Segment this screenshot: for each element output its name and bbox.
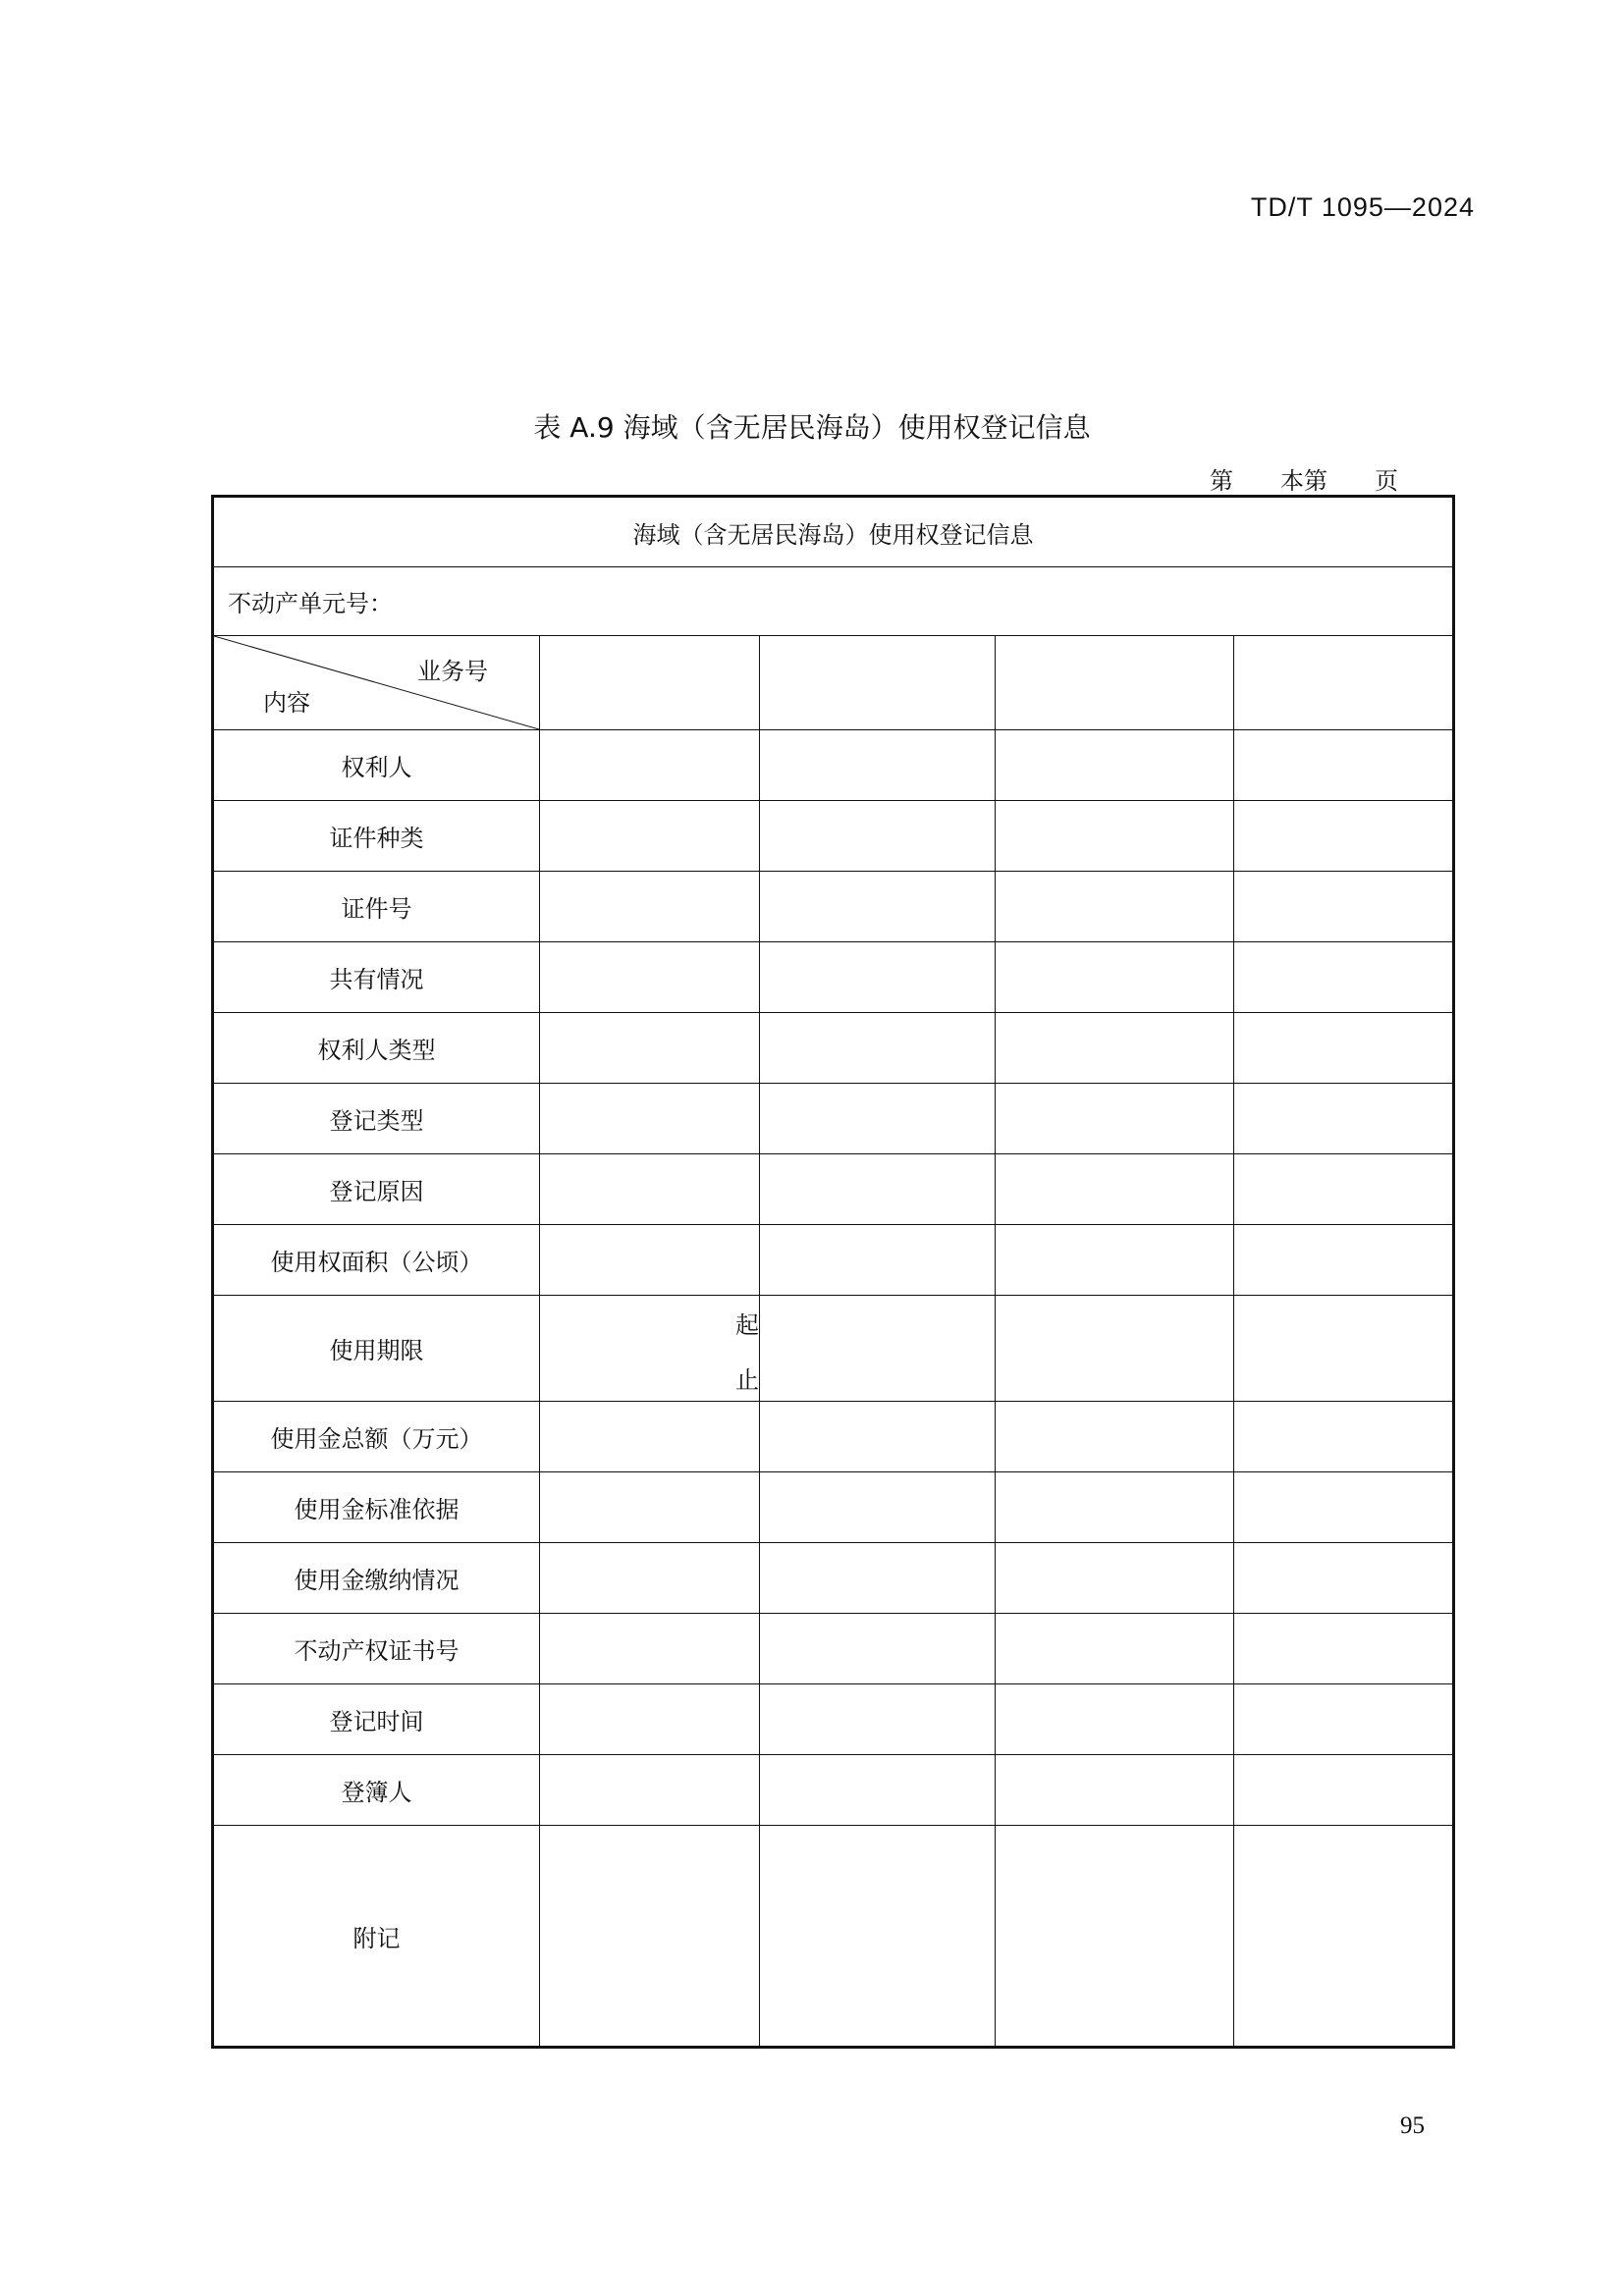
row-label-registration-reason: 登记原因	[213, 1154, 540, 1225]
table-banner: 海域（含无居民海岛）使用权登记信息	[213, 497, 1454, 567]
document-code: TD/T 1095—2024	[1250, 192, 1475, 222]
row-label-fee-total: 使用金总额（万元）	[213, 1402, 540, 1472]
table-cell	[760, 1154, 996, 1225]
table-cell	[1234, 801, 1454, 872]
table-cell	[1234, 1402, 1454, 1472]
table-cell	[996, 1013, 1234, 1084]
table-cell	[1234, 1296, 1454, 1402]
row-label-holder-type: 权利人类型	[213, 1013, 540, 1084]
page-marker-ben: 本	[1280, 467, 1304, 495]
row-label-id-number: 证件号	[213, 872, 540, 942]
table-cell	[540, 1402, 760, 1472]
table-cell	[760, 872, 996, 942]
table-cell	[1234, 1543, 1454, 1614]
table-cell	[996, 1225, 1234, 1296]
table-cell	[1234, 1826, 1454, 2048]
table-cell	[540, 1013, 760, 1084]
table-cell	[760, 1225, 996, 1296]
row-label-notes: 附记	[213, 1826, 540, 2048]
table-cell	[996, 1154, 1234, 1225]
table-cell	[540, 801, 760, 872]
table-cell	[996, 942, 1234, 1013]
table-cell	[540, 1472, 760, 1543]
table-cell	[996, 1684, 1234, 1755]
table-cell	[760, 1472, 996, 1543]
table-cell	[996, 801, 1234, 872]
table-cell	[1234, 1225, 1454, 1296]
table-cell	[540, 872, 760, 942]
table-cell	[996, 872, 1234, 942]
table-cell	[540, 1755, 760, 1826]
table-title: 表 A.9 海域（含无居民海岛）使用权登记信息	[533, 411, 1091, 444]
table-cell	[760, 1543, 996, 1614]
table-cell	[996, 1826, 1234, 2048]
table-cell	[540, 1684, 760, 1755]
business-no-cell-3	[996, 636, 1234, 730]
table-cell	[760, 1755, 996, 1826]
table-cell	[760, 1296, 996, 1402]
table-cell	[540, 730, 760, 801]
table-cell	[760, 1826, 996, 2048]
table-cell	[996, 1472, 1234, 1543]
row-label-use-term: 使用期限	[213, 1296, 540, 1402]
business-no-cell-4	[1234, 636, 1454, 730]
table-cell	[1234, 1013, 1454, 1084]
table-cell	[1234, 730, 1454, 801]
table-cell	[760, 730, 996, 801]
page-marker-ye: 页	[1375, 467, 1398, 495]
table-cell	[996, 1084, 1234, 1154]
row-label-registration-time: 登记时间	[213, 1684, 540, 1755]
table-cell	[760, 1684, 996, 1755]
row-label-registration-type: 登记类型	[213, 1084, 540, 1154]
row-label-registrar: 登簿人	[213, 1755, 540, 1826]
table-cell	[540, 1826, 760, 2048]
table-cell	[1234, 1684, 1454, 1755]
row-label-co-ownership: 共有情况	[213, 942, 540, 1013]
row-label-fee-payment: 使用金缴纳情况	[213, 1543, 540, 1614]
table-cell	[1234, 1614, 1454, 1684]
table-cell	[1234, 1472, 1454, 1543]
page-marker-di2: 第	[1304, 467, 1327, 495]
row-label-fee-basis: 使用金标准依据	[213, 1472, 540, 1543]
row-label-id-type: 证件种类	[213, 801, 540, 872]
table-cell	[540, 1614, 760, 1684]
table-cell	[760, 1402, 996, 1472]
table-cell	[760, 801, 996, 872]
page-marker	[1210, 461, 1398, 496]
row-label-use-area: 使用权面积（公顷）	[213, 1225, 540, 1296]
table-cell	[996, 1543, 1234, 1614]
unit-number-label: 不动产单元号：	[213, 567, 1454, 636]
table-cell	[540, 942, 760, 1013]
table-cell	[540, 1084, 760, 1154]
business-no-cell-1	[540, 636, 760, 730]
table-cell	[996, 1402, 1234, 1472]
business-no-cell-2	[760, 636, 996, 730]
table-cell	[1234, 1755, 1454, 1826]
table-cell	[996, 1755, 1234, 1826]
corner-header-cell	[213, 636, 540, 730]
table-cell	[1234, 872, 1454, 942]
table-cell	[1234, 942, 1454, 1013]
table-cell	[996, 1614, 1234, 1684]
table-cell	[760, 942, 996, 1013]
table-cell	[996, 1296, 1234, 1402]
use-term-cell	[540, 1296, 760, 1402]
table-cell	[760, 1084, 996, 1154]
table-cell	[540, 1154, 760, 1225]
table-cell	[760, 1614, 996, 1684]
term-start-label: 起	[735, 1311, 759, 1339]
row-label-certificate-no: 不动产权证书号	[213, 1614, 540, 1684]
table-cell	[996, 730, 1234, 801]
table-cell	[540, 1225, 760, 1296]
table-cell	[1234, 1084, 1454, 1154]
row-label-right-holder: 权利人	[213, 730, 540, 801]
table-cell	[760, 1013, 996, 1084]
corner-label-content: 内容	[263, 689, 310, 717]
term-end-label: 止	[735, 1366, 759, 1394]
table-cell	[1234, 1154, 1454, 1225]
table-cell	[540, 1543, 760, 1614]
corner-label-business-no: 业务号	[417, 658, 488, 685]
page-number: 95	[1400, 2112, 1425, 2139]
page-marker-di: 第	[1210, 467, 1233, 495]
registration-table	[211, 495, 1455, 2049]
